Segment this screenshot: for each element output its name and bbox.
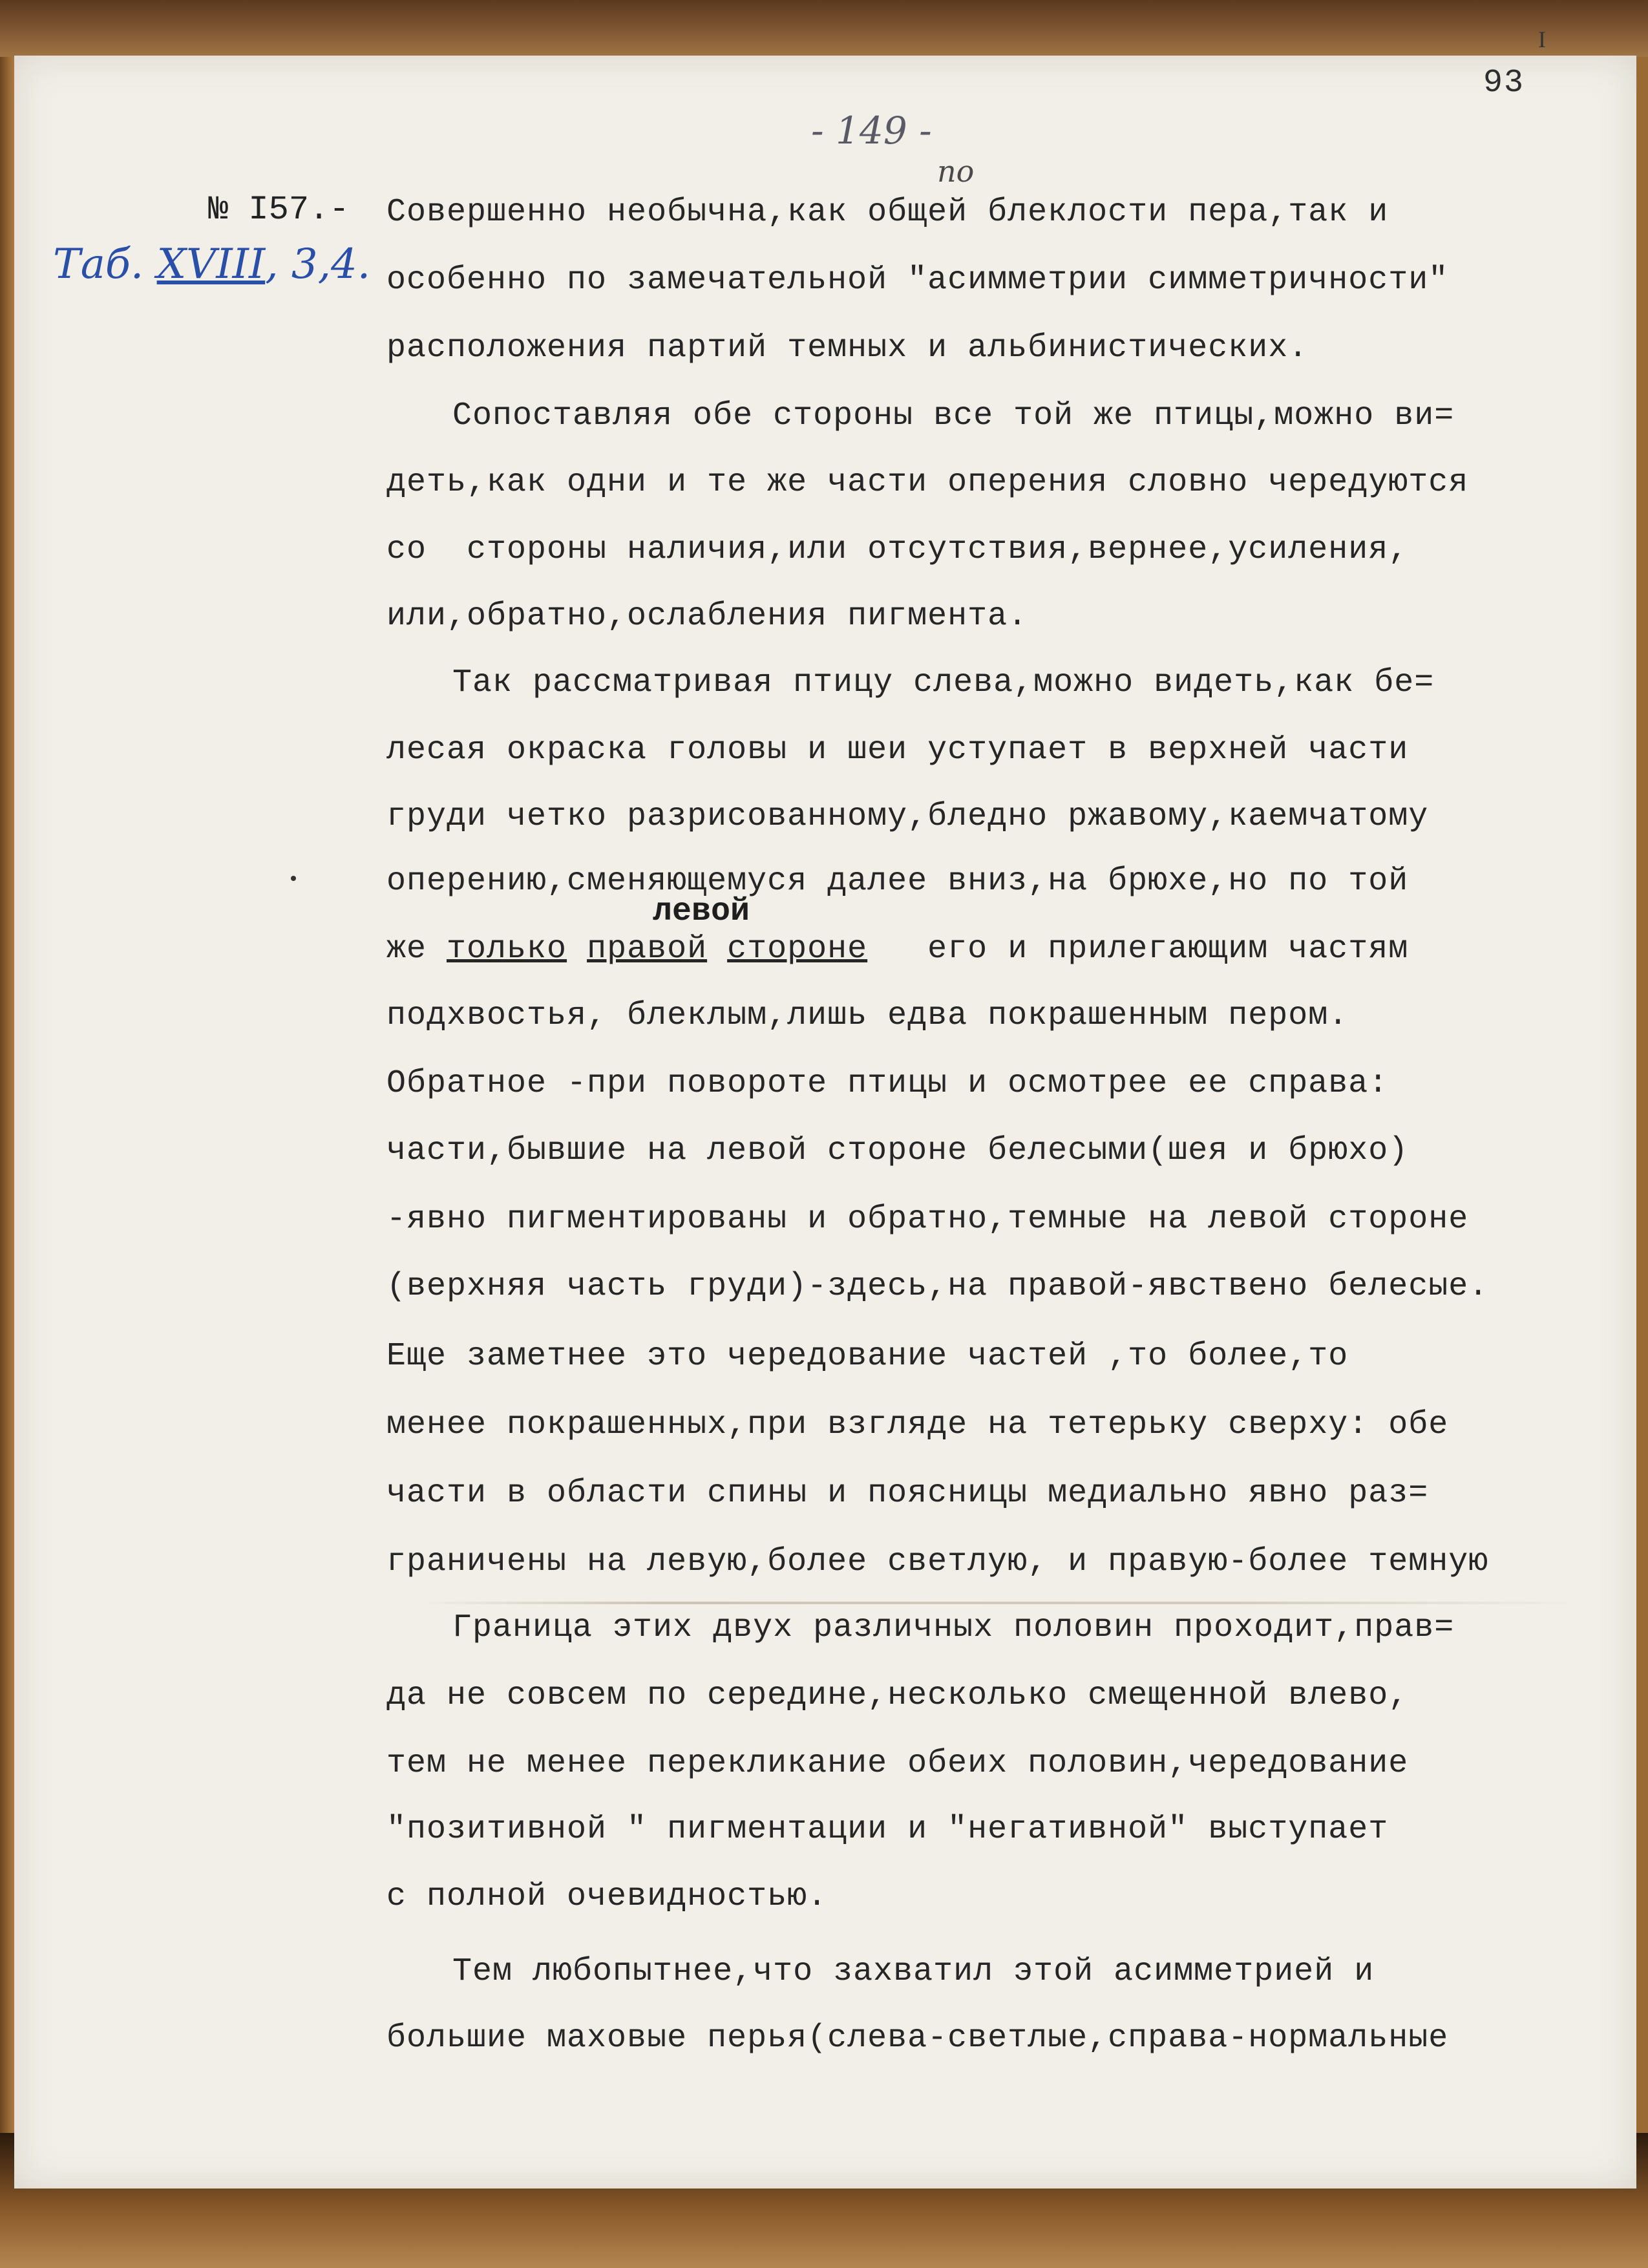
text-line: (верхняя часть груди)-здесь,на правой-явствено белесые. (386, 1268, 1489, 1305)
text-space (567, 931, 587, 968)
item-number: № I57.- (208, 191, 350, 229)
text-line: Совершенно необычна,как общей блеклости пера,так и (386, 194, 1389, 231)
underlined-word: стороне (727, 931, 868, 968)
text-line: -явно пигментированы и обратно,темные на левой стороне (386, 1201, 1469, 1238)
text-line-with-edits (386, 931, 1408, 968)
page-number: 93 (1483, 65, 1525, 101)
text-fragment: его и прилегающим частям (867, 931, 1409, 968)
corner-number: I (1538, 26, 1546, 52)
text-line: лесая окраска головы и шеи уступает в верхней части (386, 732, 1409, 768)
text-line: граничены на левую,более светлую, и правую-более темную (386, 1543, 1489, 1580)
text-line: тем не менее перекликание обеих половин,чередование (386, 1745, 1409, 1782)
plate-ref-prefix: Таб. (53, 240, 144, 288)
underlined-word: только (447, 931, 567, 968)
text-line: подхвостья, блеклым,лишь едва покрашенным пером. (386, 997, 1349, 1034)
text-line: Граница этих двух различных половин проходит,прав= (452, 1609, 1455, 1646)
text-space (707, 931, 727, 968)
struck-word: правой (587, 931, 708, 968)
text-line: или,обратно,ослабления пигмента. (386, 598, 1028, 635)
handwritten-insert-po: по (937, 154, 975, 189)
text-line: особенно по замечательной "асимметрии симметричности" (386, 262, 1449, 299)
text-line: части в области спины и поясницы медиально явно раз= (386, 1475, 1429, 1512)
text-line: большие маховые перья(слева-светлые,справа-нормальные (386, 2020, 1449, 2057)
text-line: Обратное -при повороте птицы и осмотрее ее справа: (386, 1065, 1389, 1102)
text-line: деть,как одни и те же части оперения словно чередуются (386, 464, 1469, 501)
text-line: оперению,сменяющемуся далее вниз,на брюхе,но по той (386, 863, 1409, 900)
text-line: менее покрашенных,при взгляде на тетерьку сверху: обе (386, 1406, 1449, 1443)
text-line: Тем любопытнее,что захватил этой асимметрией и (452, 1953, 1375, 1990)
text-line: груди четко разрисованному,бледно ржавому,каемчатому (386, 798, 1429, 835)
text-line: с полной очевидностью. (386, 1878, 828, 1915)
text-line: Еще заметнее это чередование частей ,то более,то (386, 1338, 1349, 1375)
text-line: "позитивной " пигментации и "негативной" выступает (386, 1811, 1389, 1848)
paper-fold (420, 1602, 1583, 1604)
typed-insert-levoy: левой (653, 893, 750, 930)
plate-ref-roman: XVIII (156, 240, 266, 288)
text-line: со стороны наличия,или отсутствия,вернее,усиления, (386, 531, 1409, 568)
text-line: да не совсем по середине,несколько смещенной влево, (386, 1677, 1409, 1714)
text-line: части,бывшие на левой стороне белесыми(шея и брюхо) (386, 1132, 1409, 1169)
text-line: Сопоставляя обе стороны все той же птицы,можно ви= (452, 397, 1455, 434)
text-fragment: же (386, 931, 447, 968)
ink-dot (291, 876, 296, 881)
document-page (14, 56, 1636, 2189)
plate-ref-suffix: , 3,4. (265, 240, 371, 288)
text-line: расположения партий темных и альбинистических. (386, 330, 1309, 366)
page-top-edge (0, 0, 1648, 57)
handwritten-page-number: - 149 - (811, 109, 932, 153)
text-line: Так рассматривая птицу слева,можно видеть,как бе= (452, 664, 1435, 701)
plate-reference (53, 240, 370, 288)
